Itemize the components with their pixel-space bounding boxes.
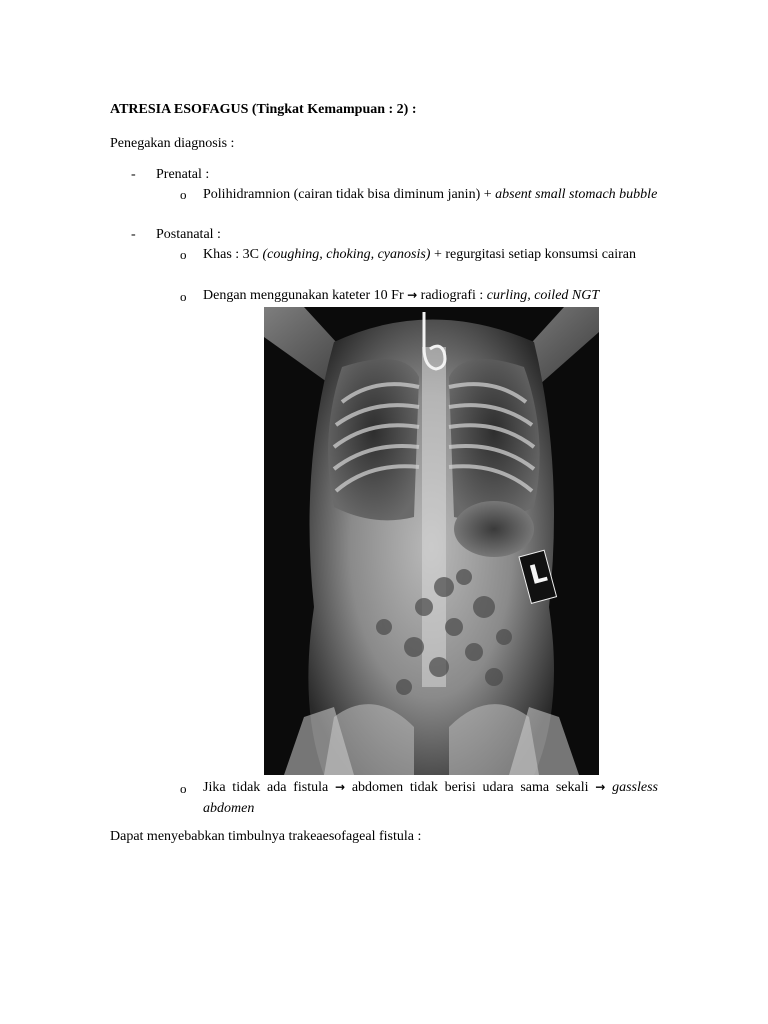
xray-image — [264, 307, 599, 775]
document-heading: ATRESIA ESOFAGUS (Tingkat Kemampuan : 2) : — [110, 102, 417, 117]
list-bullet: o — [180, 247, 187, 262]
xray-side-marker: L — [526, 557, 551, 592]
postanatal-item-2: Dengan menggunakan kateter 10 Fr → radiografi : curling, coiled NGT — [203, 288, 600, 303]
prenatal-item-1: Polihidramnion (cairan tidak bisa diminum janin) + absent small stomach bubble — [203, 187, 658, 202]
list-dash: - — [131, 227, 136, 242]
list-bullet: o — [180, 781, 187, 796]
list-dash: - — [131, 167, 136, 182]
postanatal-item-1: Khas : 3C (coughing, choking, cyanosis) + regurgitasi setiap konsumsi cairan — [203, 247, 637, 262]
closing-sentence: Dapat menyebabkan timbulnya trakeaesofageal fistula : — [110, 829, 422, 844]
arrow-right-icon: → — [335, 780, 346, 794]
arrow-right-icon: → — [595, 780, 606, 794]
list-bullet: o — [180, 187, 187, 202]
diagnosis-subheading: Penegakan diagnosis : — [110, 136, 235, 151]
list-bullet: o — [180, 289, 187, 304]
prenatal-label: Prenatal : — [156, 167, 210, 182]
arrow-right-icon: → — [407, 288, 418, 302]
xray-illustration — [264, 307, 599, 775]
postanatal-label: Postanatal : — [156, 227, 221, 242]
fistula-item: Jika tidak ada fistula → abdomen tidak berisi udara sama sekali → gassless abdomen — [203, 780, 659, 816]
